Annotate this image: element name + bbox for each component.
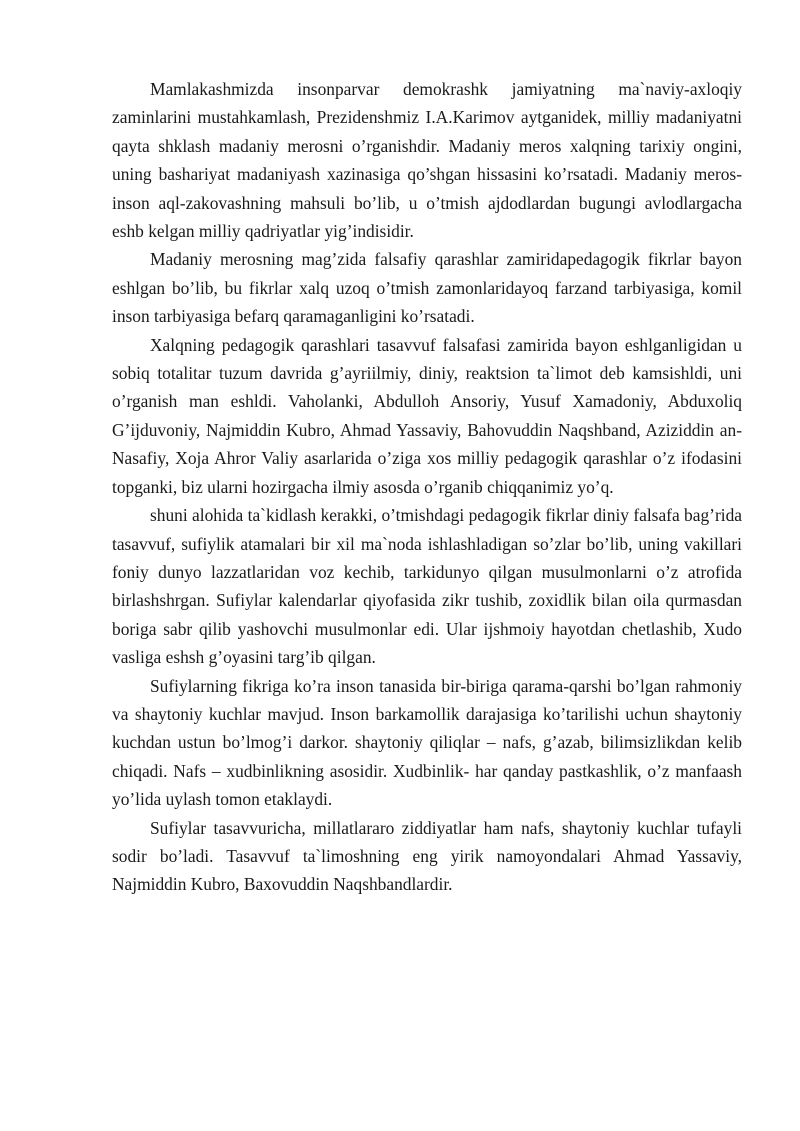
paragraph: Mamlakashmizda insonparvar demokrashk jamiyatning ma`naviy-axloqiy zaminlarini mustahkamlash, Prezidenshmiz I.A.Karimov aytganidek, milliy madaniyatni qayta shklash madaniy merosni o’rganishdir. Madaniy meros xalqning tarixiy ongini, uning bashariyat madaniyash xazinasiga qo’shgan hissasini ko’rsatadi. Madaniy meros- inson aql-zakovashning mahsuli bo’lib, u o’tmish ajdodlardan bugungi avlodlargacha eshb kelgan milliy qadriyatlar yig’indisidir.: [112, 79, 742, 242]
paragraph: Xalqning pedagogik qarashlari tasavvuf falsafasi zamirida bayon eshlganligidan u sobiq totalitar tuzum davrida g’ayriilmiy, diniy, reaktsion ta`limot deb kamsishldi, uni o’rganish man eshldi. Vaholanki, Abdulloh Ansoriy, Yusuf Xamadoniy, Abduxoliq G’ijduvoniy, Najmiddin Kubro, Ahmad Yassaviy, Bahovuddin Naqshband, Aziziddin an-Nasafiy, Xoja Ahror Valiy asarlarida o’ziga xos milliy pedagogik qarashlar o’z ifodasini topganki, biz ularni hozirgacha ilmiy asosda o’rganib chiqqanimiz yo’q.: [112, 334, 742, 497]
paragraph: shuni alohida ta`kidlash kerakki, o’tmishdagi pedagogik fikrlar diniy falsafa bag’rida tasavvuf, sufiylik atamalari bir xil ma`noda ishlashladigan so’zlar bo’lib, uning vakillari foniy dunyo lazzatlaridan voz kechib, tarkidunyo qilgan musulmonlarni o’z atrofida birlashshrgan. Sufiylar kalendarlar qiyofasida zikr tushib, zoxidlik bilan oila qurmasdan boriga sabr qilib yashovchi musulmonlar edi. Ular ijshmoiy hayotdan chetlashib, Xudo vasliga eshsh g’oyasini targ’ib qilgan.: [112, 505, 742, 668]
paragraph: Sufiylarning fikriga ko’ra inson tanasida bir-biriga qarama-qarshi bo’lgan rahmoniy va shaytoniy kuchlar mavjud. Inson barkamollik darajasiga ko’tarilishi uchun shaytoniy kuchdan ustun bo’lmog’i darkor. shaytoniy qiliqlar – nafs, g’azab, bilimsizlikdan kelib chiqadi. Nafs – xudbinlikning asosidir. Xudbinlik- har qanday pastkashlik, o’z manfaash yo’lida uylash tomon etaklaydi.: [112, 675, 742, 810]
document-body: [112, 75, 742, 899]
paragraph: Sufiylar tasavvuricha, millatlararo ziddiyatlar ham nafs, shaytoniy kuchlar tufayli sodir bo’ladi. Tasavvuf ta`limoshning eng yirik namoyondalari Ahmad Yassaviy, Najmiddin Kubro, Baxovuddin Naqshbandlardir.: [112, 817, 742, 895]
paragraph: Madaniy merosning mag’zida falsafiy qarashlar zamiridapedagogik fikrlar bayon eshlgan bo’lib, bu fikrlar xalq uzoq o’tmish zamonlaridayoq farzand tarbiyasiga, komil inson tarbiyasiga befarq qaramaganligini ko’rsatadi.: [112, 249, 742, 327]
